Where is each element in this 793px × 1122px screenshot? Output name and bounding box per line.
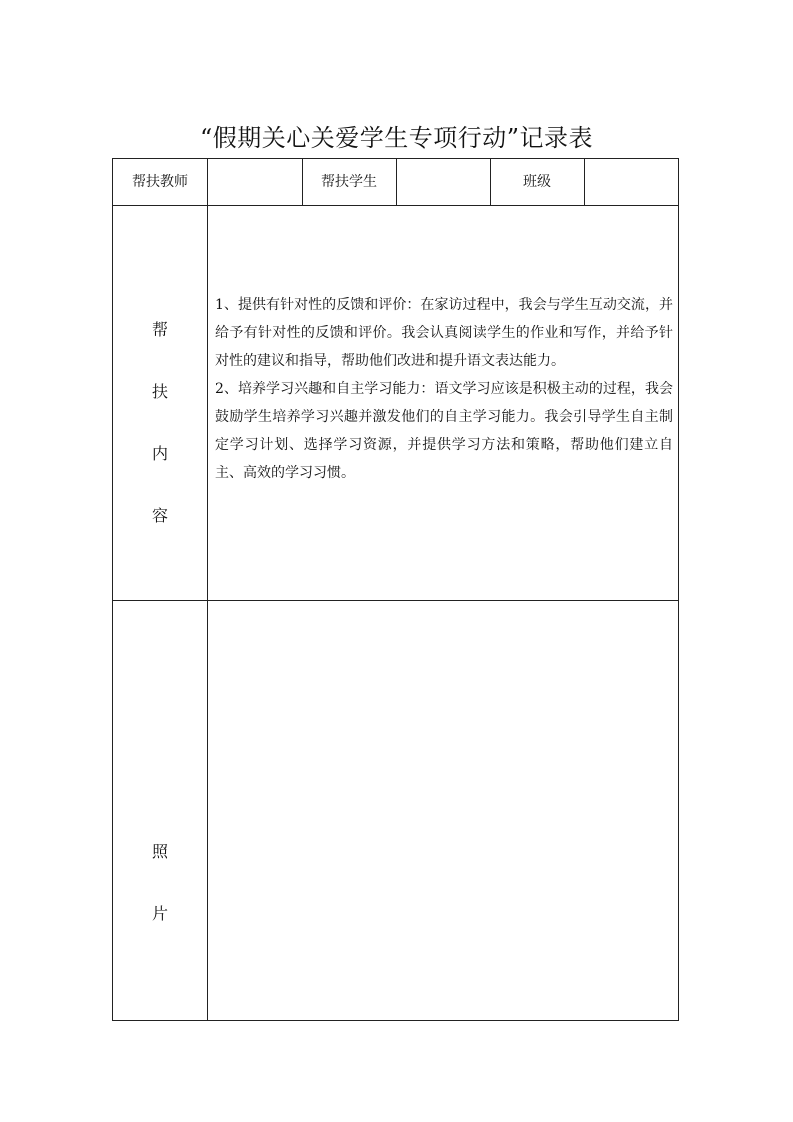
label-char: 容 — [151, 506, 168, 525]
class-label: 班级 — [523, 174, 551, 190]
photo-area[interactable] — [208, 601, 678, 1020]
class-field[interactable] — [585, 159, 678, 205]
teacher-field[interactable] — [208, 159, 302, 205]
student-label: 帮扶学生 — [321, 174, 377, 190]
record-table — [112, 158, 679, 1021]
content-item-1: 1、提供有针对性的反馈和评价：在家访过程中，我会与学生互动交流，并给予有针对性的反馈和评价。我会认真阅读学生的作业和写作，并给予针对性的建议和指导，帮助他们改进和提升语文表达能力。 — [215, 297, 673, 369]
label-char: 扶 — [151, 382, 168, 401]
teacher-label: 帮扶教师 — [132, 174, 188, 190]
label-char: 片 — [151, 904, 168, 923]
assistance-content — [215, 291, 673, 487]
student-field[interactable] — [397, 159, 490, 205]
label-char: 内 — [151, 444, 168, 463]
page-title: “假期关心关爱学生专项行动”记录表 — [199, 124, 594, 152]
label-char: 帮 — [151, 320, 168, 339]
label-char: 照 — [151, 842, 168, 861]
row-divider — [113, 205, 678, 206]
content-section-label — [113, 319, 207, 527]
photo-section-label — [113, 841, 207, 925]
content-item-2: 2、培养学习兴趣和自主学习能力：语文学习应该是积极主动的过程，我会鼓励学生培养学习兴趣并激发他们的自主学习能力。我会引导学生自主制定学习计划、选择学习资源，并提供学习方法和策略，帮助他们建立自主、高效的学习习惯。 — [215, 381, 673, 481]
